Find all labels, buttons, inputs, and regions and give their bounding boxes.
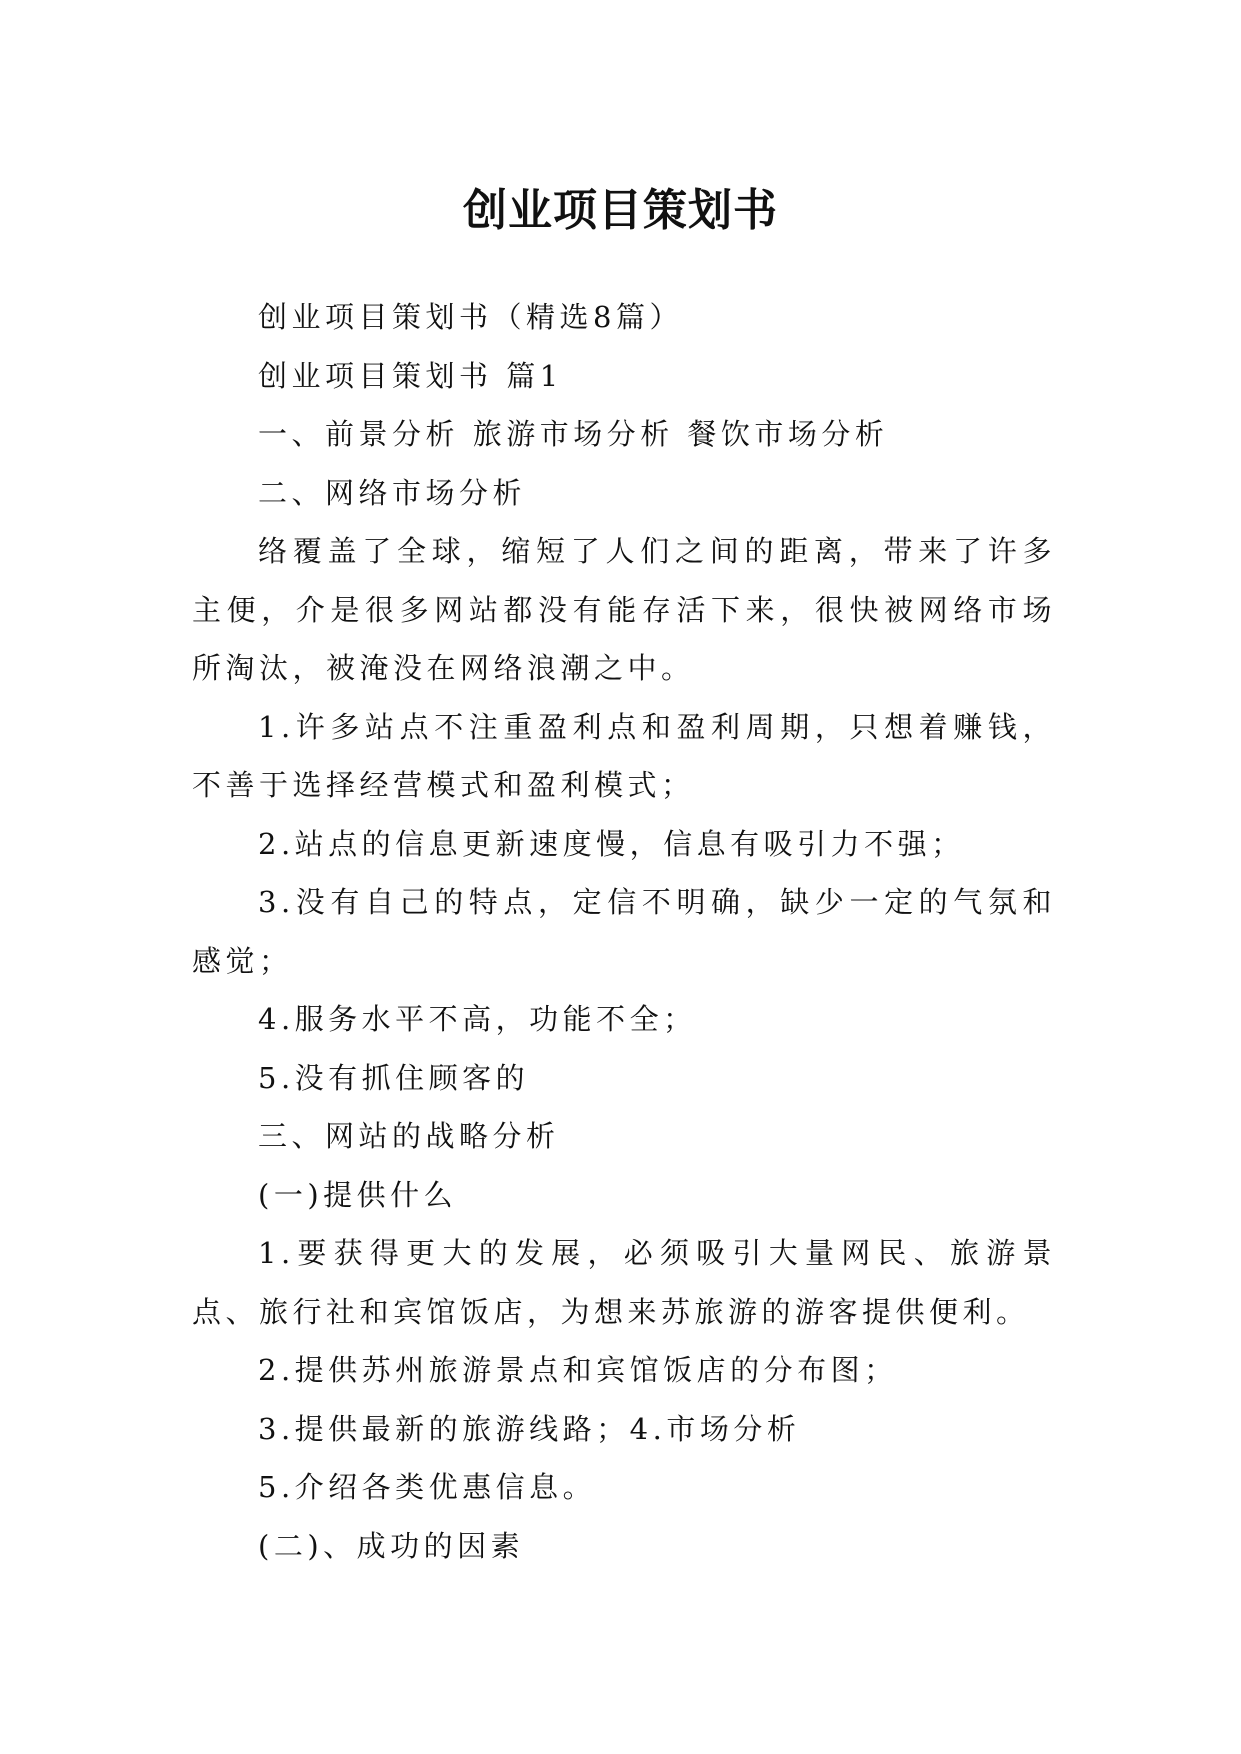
list-item: 3.提供最新的旅游线路；4.市场分析 (258, 1411, 801, 1446)
section-heading-prospect-analysis: 一、前景分析 旅游市场分析 餐饮市场分析 (258, 417, 889, 451)
subsection-heading-provide: (一)提供什么 (258, 1177, 458, 1212)
list-item: 5.介绍各类优惠信息。 (258, 1470, 597, 1504)
document-title: 创业项目策划书 (463, 185, 778, 237)
list-item: 1.要获得更大的发展，必须吸引大量网民、旅游景点、旅行社和宾馆饭店，为想来苏旅游的游客提供便利。 (192, 1236, 1056, 1329)
list-item: 2.提供苏州旅游景点和宾馆饭店的分布图； (258, 1353, 898, 1387)
list-item: 5.没有抓住顾客的 (258, 1060, 530, 1095)
subsection-heading-success-factors: (二)、成功的因素 (258, 1528, 525, 1563)
list-item: 3.没有自己的特点，定信不明确，缺少一定的气氛和感觉； (192, 885, 1056, 978)
section-heading-strategy: 三、网站的战略分析 (258, 1119, 560, 1153)
subtitle-paragraph: 创业项目策划书（精选8篇） (258, 300, 683, 334)
section-heading-network-market: 二、网络市场分析 (258, 475, 527, 510)
body-paragraph: 络覆盖了全球，缩短了人们之间的距离，带来了许多主便，介是很多网站都没有能存活下来，很快被网络市场所淘汰，被淹没在网络浪潮之中。 (192, 534, 1056, 685)
list-item: 4.服务水平不高，功能不全； (258, 1002, 697, 1036)
list-item: 1.许多站点不注重盈利点和盈利周期，只想着赚钱，不善于选择经营模式和盈利模式； (192, 709, 1056, 802)
section-heading-part1: 创业项目策划书 篇1 (258, 358, 563, 393)
list-item: 2.站点的信息更新速度慢，信息有吸引力不强； (258, 826, 965, 861)
document-body (192, 288, 1056, 1575)
